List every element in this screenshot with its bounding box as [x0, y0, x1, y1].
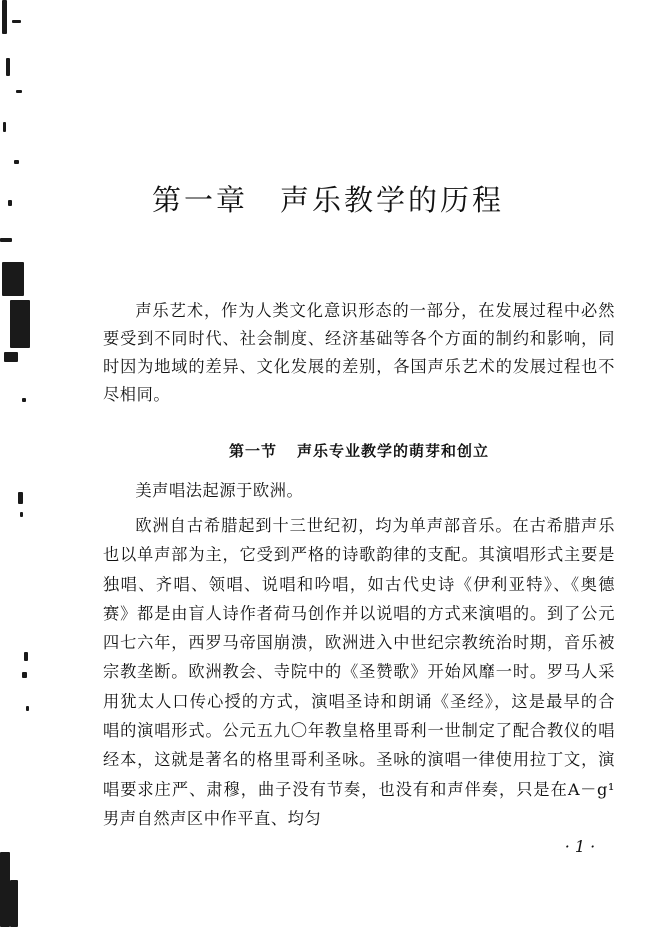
- section-number: 第一节: [228, 442, 277, 460]
- intro-paragraph: 声乐艺术，作为人类文化意识形态的一部分，在发展过程中必然要受到不同时代、社会制度、经济基础等各个方面的制约和影响，同时因为地域的差异、文化发展的差别，各国声乐艺术的发展过程也不尽相同。: [103, 301, 615, 404]
- scan-edge-artifact: [0, 0, 34, 927]
- body-paragraph: 欧洲自古希腊起到十三世纪初，均为单声部音乐。在古希腊声乐也以单声部为主，它受到严格的诗歌韵律的支配。其演唱形式主要是独唱、齐唱、领唱、说唱和吟唱，如古代史诗《伊利亚特》、《奥德赛》都是由盲人诗作者荷马创作并以说唱的方式来演唱的。到了公元四七六年，西罗马帝国崩溃，欧洲进入中世纪宗教统治时期，音乐被宗教垄断。欧洲教会、寺院中的《圣赞歌》开始风靡一时。罗马人采用犹太人口传心授的方式，演唱圣诗和朗诵《圣经》，这是最早的合唱的演唱形式。公元五九〇年教皇格里哥利一世制定了配合教仪的唱经本，这就是著名的格里哥利圣咏。圣咏的演唱一律使用拉丁文，演唱要求庄严、肃穆，曲子没有节奏，也没有和声伴奏，只是在A－g¹男声自然声区中作平直、均匀: [103, 516, 615, 828]
- section-title: [103, 437, 615, 465]
- body-paragraph: 美声唱法起源于欧洲。: [135, 481, 304, 500]
- chapter-name: 声乐教学的历程: [280, 183, 505, 217]
- section-name: 声乐专业教学的萌芽和创立: [297, 442, 490, 460]
- chapter-number: 第一章: [151, 183, 248, 217]
- section-block: [103, 437, 615, 833]
- page-number: · 1 ·: [564, 837, 596, 856]
- intro-block: [103, 297, 615, 409]
- chapter-title: [0, 180, 656, 220]
